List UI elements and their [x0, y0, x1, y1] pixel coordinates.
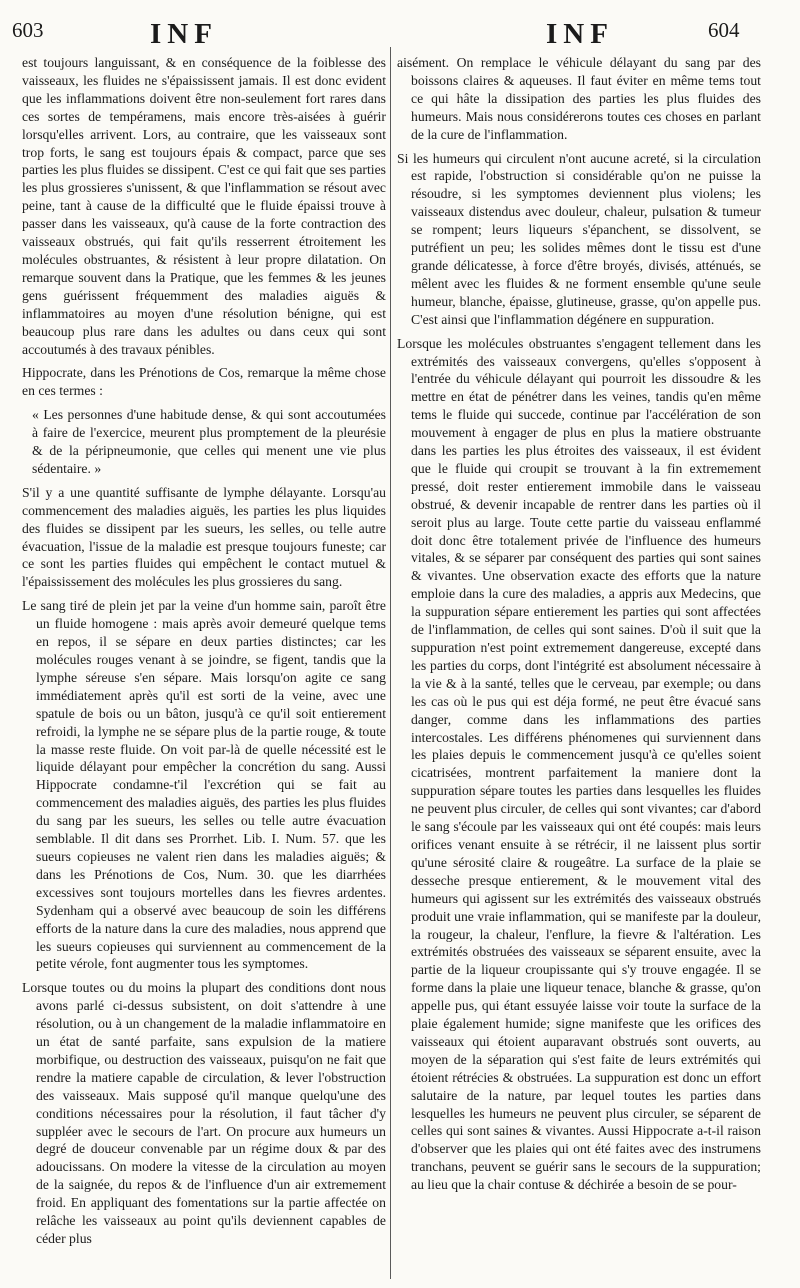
quotation: « Les personnes d'une habitude dense, & qui sont accoutumées à faire de l'exercice, meurent plus promptement de la pleurésie & de la péripneumonie, que celles qui menent une vie plus sédentaire. » — [32, 407, 386, 476]
paragraph: Si les humeurs qui circulent n'ont aucune acreté, si la circulation est rapide, l'obstruction si considérable qu'on ne puisse la résoudre, si les symptomes deviennent plus violens; les vaisseaux distendus avec douleur, chaleur, pulsation & tumeur se rompent; leurs liqueurs s'épanchent, se dissolvent, se putréfient un peu; les solides mêmes dont le tissu est d'une grande délicatesse, à force d'être broyés, divisés, atténués, se mêlent avec les fluides & ne forment ensemble qu'une seule humeur, blanche, épaisse, glutineuse, grasse, qu'on appelle pus. C'est ainsi que l'inflammation dégénere en suppuration. — [397, 150, 761, 327]
page-number-right: 604 — [708, 18, 740, 42]
paragraph: Le sang tiré de plein jet par la veine d'un homme sain, paroît être un fluide homogene : mais après avoir demeuré quelque tems en repos, il se sépare en deux parties distinctes; car les molécules rouges venant à se joindre, se figent, tandis que la lymphe séreuse s'en sépare. Mais lorsqu'on agite ce sang immédiatement après qu'il est sorti de la veine, avec une spatule de bois ou un bâton, jusqu'à ce qu'il soit entierement refroidi, la lymphe ne se sépare plus de la partie rouge, & toute la masse reste fluide. On voit par-là de quelle nécessité est le liquide délayant pour empêcher la concrétion du sang. Aussi Hippocrate condamne-t'il l'excrétion qui se fait au commencement des maladies aiguës, des parties les plus fluides du sang par les sueurs, les selles ou telle autre évacuation semblable. Il dit dans ses Prorrhet. Lib. I. Num. 57. que les sueurs copieuses ne valent rien dans les maladies aiguës; & dans les Prénotions de Cos, Num. 30. que les diarrhées excessives sont toujours mortelles dans les fievres ardentes. Sydenham qui a observé avec beaucoup de soin les différens efforts de la nature dans la cure des maladies, nous apprend que les sueurs copieuses qui surviennent au commencement de la petite vérole, font augmenter tous les symptomes. — [22, 598, 386, 972]
headword-right: INF — [546, 18, 614, 50]
left-column — [22, 54, 386, 1280]
headword-left: INF — [150, 18, 218, 50]
paragraph: S'il y a une quantité suffisante de lymphe délayante. Lorsqu'au commencement des maladies aiguës, les parties les plus liquides des fluides se dissipent par les sueurs, les selles, ou telle autre évacuation, l'issue de la maladie est presque toujours funeste; car ce sont les parties fluides qui empêchent le contact mutuel & l'épaississement des molécules les plus grossieres du sang. — [22, 484, 386, 590]
paragraph: Lorsque toutes ou du moins la plupart des conditions dont nous avons parlé ci-dessus subsistent, on doit s'attendre à une résolution, ou à un changement de la maladie inflammatoire en un état de santé parfaite, sans expulsion de la matiere morbifique, ou destruction des vaisseaux, puisqu'on ne fait que rendre la matiere capable de circulation, & lever l'obstruction des vaisseaux. Mais supposé qu'il manque quelqu'une des conditions nécessaires pour la résolution, il faut tâcher d'y suppléer avec le secours de l'art. On procure aux humeurs un degré de douceur convenable par un régime doux & par des adoucissans. On modere la vitesse de la circulation au moyen de la saignée, du repos & de l'influence d'un air extremement froid. En appliquant des fomentations sur la partie affectée on relâche les vaisseaux au point qu'ils deviennent capables de céder plus — [22, 980, 386, 1246]
paragraph: est toujours languissant, & en conséquence de la foiblesse des vaisseaux, les fluides ne s'épaississent jamais. Il est donc evident que les inflammations doivent être non-seulement fort rares dans ces sortes de tempéramens, mais encore très-aisées à guérir lorsqu'elles arrivent. Lors, au contraire, que les vaisseaux sont trop forts, le sang est toujours épais & compact, parce que ses parties les plus fluides se dissipent. C'est ce qui fait que ses parties les plus grossieres s'unissent, & que l'inflammation se résout avec peine, tant à cause de la difficulté que le fluide épaissi trouve à passer dans les vaisseaux, qu'à cause de la forte contraction des vaisseaux obstrués, qui fait qu'ils resserrent étroitement les molécules obstruantes, & résistent à leur propre dilatation. On remarque souvent dans la Pratique, que les femmes & les jeunes gens guérissent fréquemment des maladies aiguës & inflammatoires au moyen d'une résolution bénigne, qui est beaucoup plus rare dans les adultes ou dans ceux qui sont accoutumés à des travaux pénibles. — [22, 55, 386, 357]
paragraph: Hippocrate, dans les Prénotions de Cos, remarque la même chose en ces termes : — [22, 365, 386, 399]
running-header — [0, 18, 800, 52]
page-number-left: 603 — [12, 18, 44, 42]
paragraph: aisément. On remplace le véhicule délayant du sang par des boissons claires & aqueuses. Il faut éviter en même tems tout ce qui hâte la dissipation des parties les plus fluides des humeurs. Mais nous considérerons toutes ces choses en parlant de la cure de l'inflammation. — [397, 55, 761, 142]
column-divider — [390, 47, 391, 1279]
paragraph: Lorsque les molécules obstruantes s'engagent tellement dans les extrémités des vaisseaux convergens, qu'elles s'opposent à l'entrée du véhicule délayant qui pourroit les dissoudre & les mettre en état de pénétrer dans les veines, tandis qu'en même tems le fluide qui succede, continue par l'accélération de son mouvement à engager de plus en plus la matiere obstruante dans les parties les plus étroites des vaisseaux, il est évident que le fluide qui croupit se trouvant à la fin extremement pressé, doit rester entierement immobile dans le vaisseau obstrué, & devenir incapable de rentrer dans les parties où il seroit plus au large. Toute cette partie du vaisseau enflammé doit donc être totalement privée de l'influence des humeurs vitales, & se séparer par conséquent des parties qui sont saines & vivantes. Une observation exacte des efforts que la nature emploie dans la cure des maladies, a appris aux Medecins, que la suppuration sépare entierement les parties qui sont affectées de l'inflammation, de celles qui sont saines. D'où il suit que la suppuration n'est point extremement dangereuse, excepté dans les parties du corps, dont l'intégrité est absolument nécessaire à la vie & à la santé, telles que le cerveau, par exemple; ou dans les cas où le pus qui est déja formé, ne peut être évacué sans danger, comme dans les inflammations des parties intercostales. Les différens phénomenes qui surviennent dans les plaies depuis le commencement jusqu'à ce qu'elles soient cicatrisées, montrent parfaitement la maniere dont la suppuration sépare toutes les parties dans lesquelles les fluides ne peuvent plus circuler, de celles qui sont vivantes; car d'abord le sang s'écoule par les vaisseaux qui ont été coupés: mais leurs orifices venant ensuite à se rétrécir, il ne laissent plus sortir qu'une sérosité claire & rougeâtre. La surface de la plaie se desseche presque entierement, & le mouvement vital des humeurs qui agissent sur les extrémités des vaisseaux obstrués produit une vraie inflammation, qui se manifeste par la douleur, la rougeur, la chaleur, l'enflure, la fievre & l'altération. Les extrémités obstruées des vaisseaux se séparent ensuite, avec la partie de la liqueur croupissante qui s'y trouve engagée. Il se forme dans la plaie une liqueur tenace, blanche & grasse, qu'on appelle pus, qui étant essuyée laisse voir toute la surface de la plaie également humide; signe manifeste que les orifices des vaisseaux qui étoient auparavant obstrués sont ouverts, au moyen de la séparation qui s'est faite de leurs extrémités qui étoient rétrécies & obstruées. La suppuration est donc un effort salutaire de la nature, par lequel toutes les parties dans lesquelles les humeurs ne peuvent plus circuler, se séparent de celles qui sont saines & vivantes. Aussi Hippocrate a-t-il raison d'observer que les plaies qui ont été faites avec des instrumens tranchans, peuvent se guérir sans le secours de la suppuration; au lieu que la chair contuse & déchirée a besoin de se pour- — [397, 335, 761, 1193]
right-column — [397, 54, 761, 1280]
